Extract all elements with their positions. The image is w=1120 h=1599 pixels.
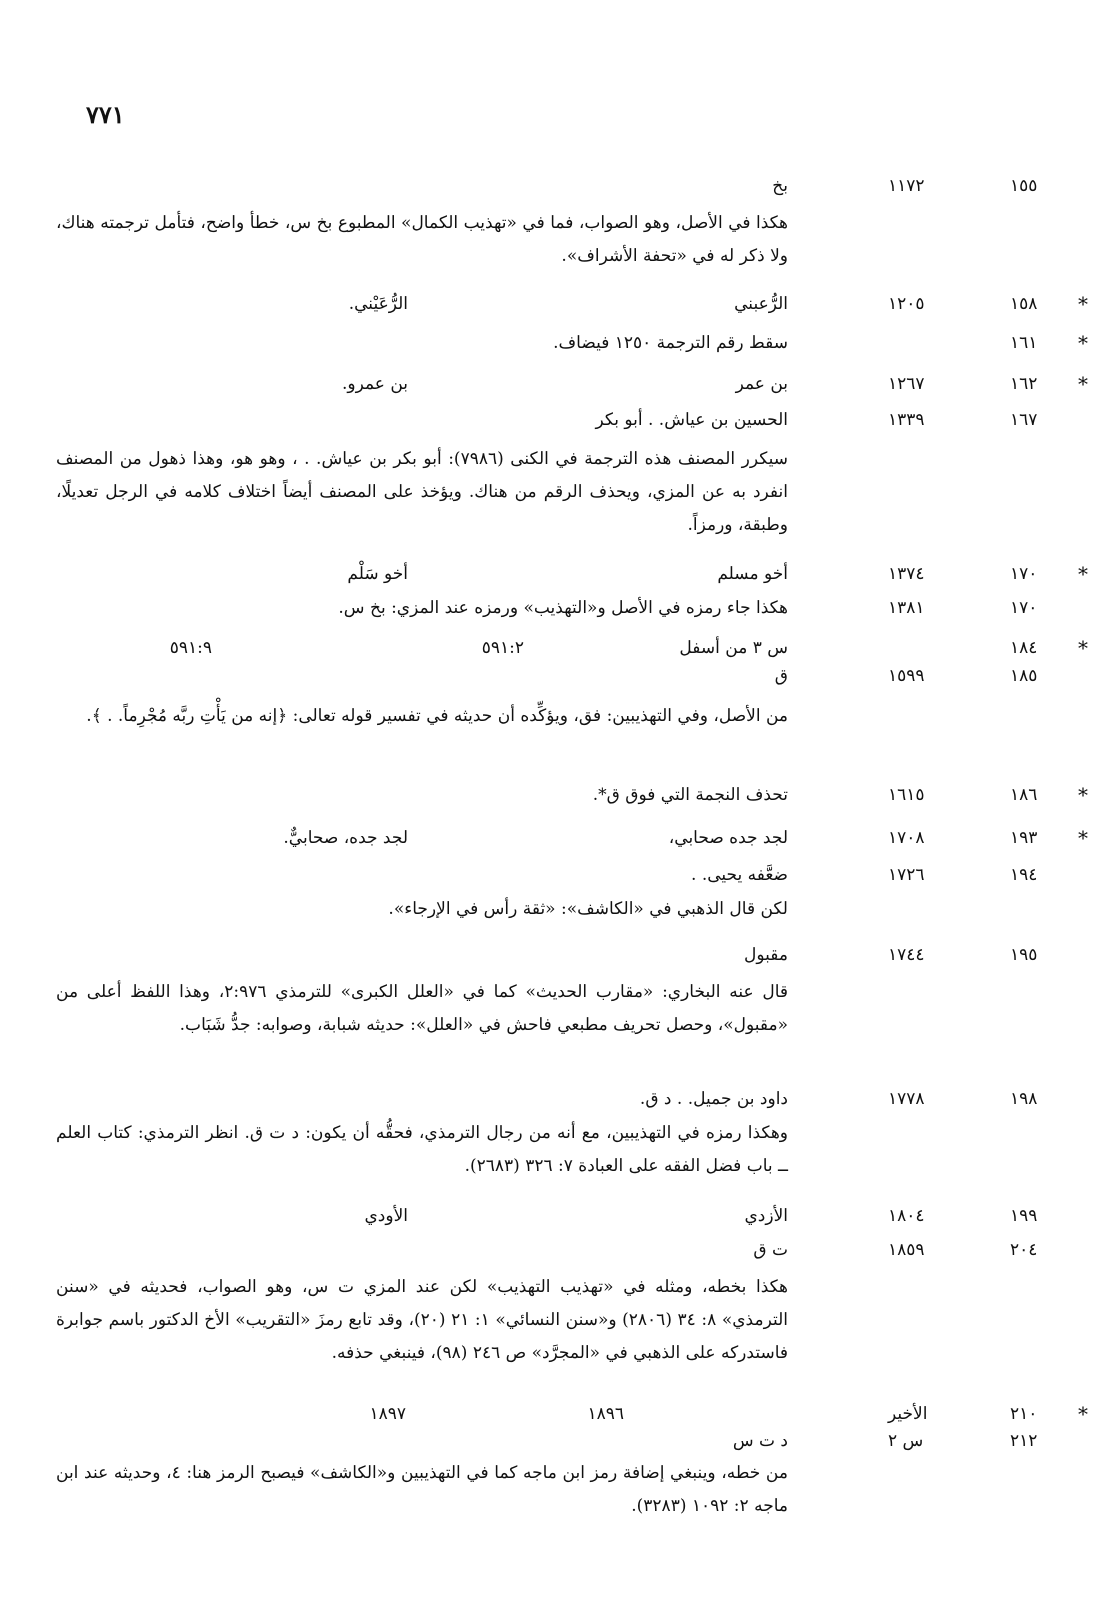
correction-text: الأودي bbox=[364, 1206, 408, 1226]
translation-number: ١١٧٢ bbox=[888, 176, 925, 196]
page-ref: ١٦٧ bbox=[1010, 410, 1038, 430]
original-text: بن عمر bbox=[735, 374, 788, 394]
page-ref: ١٨٥ bbox=[1010, 666, 1038, 686]
translation-number: ١٦١٥ bbox=[888, 785, 925, 805]
translation-number: ١٥٩٩ bbox=[888, 666, 925, 686]
page-ref: ١٥٥ bbox=[1010, 176, 1038, 196]
page-ref: ١٧٠ bbox=[1010, 598, 1038, 618]
correction-text: الرُّعَيْني. bbox=[348, 294, 408, 314]
entry-note: من خطه، وينبغي إضافة رمز ابن ماجه كما في التهذيبين و«الكاشف» فيصبح الرمز هنا: ٤، وحديثه عند ابن ماجه ٢: ١٠٩٢ (٣٢٨٣). bbox=[56, 1463, 788, 1516]
star-marker: * bbox=[1078, 562, 1088, 586]
original-text: ق bbox=[774, 666, 788, 686]
translation-number: ١٧٧٨ bbox=[888, 1089, 925, 1109]
page-ref: ١٩٣ bbox=[1010, 828, 1038, 848]
star-marker: * bbox=[1078, 826, 1088, 850]
star-marker: * bbox=[1078, 636, 1088, 660]
translation-number: ١٢٦٧ bbox=[888, 374, 925, 394]
extra-text: ٥٩١:٩ bbox=[169, 638, 212, 658]
translation-number: ١٣٣٩ bbox=[888, 410, 925, 430]
page-ref: ١٨٤ bbox=[1010, 638, 1038, 658]
page-ref: ٢١٢ bbox=[1010, 1431, 1038, 1451]
star-marker: * bbox=[1078, 372, 1088, 396]
page-ref: ١٧٠ bbox=[1010, 564, 1038, 584]
original-text: أخو مسلم bbox=[717, 564, 788, 584]
entry-note: هكذا في الأصل، وهو الصواب، فما في «تهذيب الكمال» المطبوع بخ س، خطأ واضح، فتأمل ترجمته هناك، ولا ذكر له في «تحفة الأشراف». bbox=[56, 213, 788, 266]
correction-text: أخو سَلْم bbox=[347, 564, 408, 584]
page-ref: ١٦١ bbox=[1010, 333, 1038, 353]
entry-row bbox=[0, 174, 1120, 198]
original-text: ت ق bbox=[753, 1240, 788, 1260]
translation-number: ١٧٢٦ bbox=[888, 865, 925, 885]
page-number: ٧٧١ bbox=[86, 100, 125, 129]
page-ref: ١٥٨ bbox=[1010, 294, 1038, 314]
entry-note: لكن قال الذهبي في «الكاشف»: «ثقة رأس في الإرجاء». bbox=[388, 899, 788, 919]
original-text: ضعَّفه يحيى. . bbox=[691, 865, 788, 885]
translation-number: ١٧٤٤ bbox=[888, 945, 925, 965]
translation-number: ١٣٧٤ bbox=[888, 564, 925, 584]
entry-note: هكذا بخطه، ومثله في «تهذيب التهذيب» لكن عند المزي ت س، وهو الصواب، فحديثه في «سنن الترمذي» ٨: ٣٤ (٢٨٠٦) و«سنن النسائي» ١: ٢١ (٢٠)، وقد تابع رمزَ «التقريب» الأخ الدكتور باسم جوابرة فاستدركه على الذهبي في «المجرَّد» ص ٢٤٦ (٩٨)، فينبغي حذفه. bbox=[56, 1277, 788, 1363]
correction-text: ١٨٩٦ bbox=[587, 1404, 624, 1424]
translation-number: ١٧٠٨ bbox=[888, 828, 925, 848]
star-marker: * bbox=[1078, 1402, 1088, 1426]
original-text: الحسين بن عياش. . أبو بكر bbox=[595, 410, 788, 430]
page-ref: ١٩٤ bbox=[1010, 865, 1038, 885]
translation-number: ١٣٨١ bbox=[888, 598, 925, 618]
page-ref: ١٩٩ bbox=[1010, 1206, 1038, 1226]
translation-number: ١٨٥٩ bbox=[888, 1240, 925, 1260]
original-text: د ت س bbox=[732, 1431, 788, 1451]
original-text: بخ bbox=[772, 176, 788, 196]
original-text: الرُّعبني bbox=[734, 294, 788, 314]
correction-text: لجد جده، صحابيٌّ. bbox=[283, 828, 408, 848]
entry-note: سيكرر المصنف هذه الترجمة في الكنى (٧٩٨٦): أبو بكر بن عياش. . ، وهو هو، وهذا ذهول من المصنف انفرد به عن المزي، ويحذف الرقم من هناك. ويؤخذ على المصنف أيضاً اختلاف كلامه في الرجل تعديلًا، وطبقة، ورمزاً. bbox=[56, 449, 789, 535]
page-ref: ١٩٨ bbox=[1010, 1089, 1038, 1109]
original-text: س ٣ من أسفل bbox=[679, 638, 788, 658]
star-marker: * bbox=[1078, 331, 1088, 355]
translation-number: ١٢٠٥ bbox=[888, 294, 925, 314]
original-text: داود بن جميل. . د ق. bbox=[639, 1089, 788, 1109]
entry-note: وهكذا رمزه في التهذيبين، مع أنه من رجال الترمذي، فحقُّه أن يكون: د ت ق. انظر الترمذي: كتاب العلم ــ باب فضل الفقه على العبادة ٧: ٣٢٦ (٢٦٨٣). bbox=[56, 1123, 788, 1176]
translation-number: س ٢ bbox=[888, 1431, 924, 1451]
star-marker: * bbox=[1078, 292, 1088, 316]
extra-text: ١٨٩٧ bbox=[369, 1404, 406, 1424]
translation-number: ١٨٠٤ bbox=[888, 1206, 925, 1226]
original-text: الأزدي bbox=[744, 1206, 788, 1226]
page-ref: ١٨٦ bbox=[1010, 785, 1038, 805]
original-text: هكذا جاء رمزه في الأصل و«التهذيب» ورمزه عند المزي: بخ س. bbox=[338, 598, 788, 618]
translation-number: الأخير bbox=[888, 1404, 928, 1424]
original-text: لجد جده صحابي، bbox=[668, 828, 788, 848]
entry-note: قال عنه البخاري: «مقارب الحديث» كما في «العلل الكبرى» للترمذي ٢:٩٧٦، وهذا اللفظ أعلى من «مقبول»، وحصل تحريف مطبعي فاحش في «العلل»: حديثه شبابة، وصوابه: جدُّ شَبَاب. bbox=[56, 982, 789, 1035]
star-marker: * bbox=[1078, 783, 1088, 807]
original-text: تحذف النجمة التي فوق ق*. bbox=[592, 785, 788, 805]
page-ref: ١٦٢ bbox=[1010, 374, 1038, 394]
page-ref: ٢٠٤ bbox=[1010, 1240, 1038, 1260]
correction-text: ٥٩١:٢ bbox=[481, 638, 524, 658]
page-ref: ٢١٠ bbox=[1010, 1404, 1038, 1424]
correction-text: بن عمرو. bbox=[341, 374, 408, 394]
page-ref: ١٩٥ bbox=[1010, 945, 1038, 965]
original-text: مقبول bbox=[744, 945, 788, 965]
original-text: سقط رقم الترجمة ١٢٥٠ فيضاف. bbox=[553, 333, 788, 353]
entry-note: من الأصل، وفي التهذيبين: فق، ويؤكِّده أن حديثه في تفسير قوله تعالى: ﴿إنه من يَأْتِ ربَّه مُجْرِماً. . ﴾. bbox=[86, 706, 788, 726]
